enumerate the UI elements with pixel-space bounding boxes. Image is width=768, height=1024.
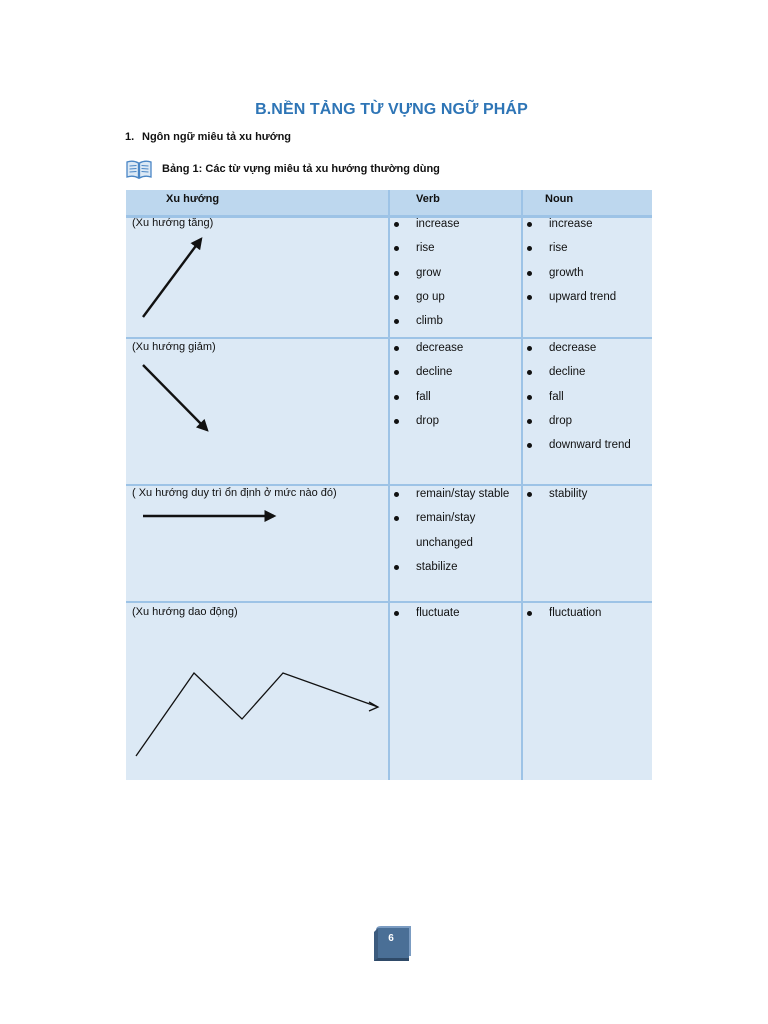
vocabulary-table	[126, 190, 652, 780]
list-item: fluctuation	[523, 603, 601, 627]
list-item: grow	[390, 263, 459, 287]
list-item: unchanged	[416, 536, 473, 549]
header-noun: Noun	[545, 193, 574, 205]
caption-text: Bảng 1: Các từ vựng miêu tả xu hướng thường dùng	[162, 163, 440, 175]
list-item: increase	[390, 214, 459, 238]
list-item: decrease	[523, 338, 631, 362]
list-item: growth	[523, 263, 616, 287]
noun-list-stable	[523, 484, 587, 508]
section-heading	[125, 131, 291, 143]
row-label-stable: ( Xu hướng duy trì ổn định ở mức nào đó)	[132, 487, 337, 499]
list-item: upward trend	[523, 287, 616, 311]
list-item: stability	[523, 484, 587, 508]
row-label-fluctuate: (Xu hướng dao động)	[132, 606, 238, 618]
page-number: 6	[388, 933, 394, 944]
list-item: go up	[390, 287, 459, 311]
verb-list-decrease	[390, 338, 463, 435]
section-number: 1.	[125, 131, 135, 143]
verb-list-stable	[390, 484, 509, 581]
list-item: drop	[523, 411, 631, 435]
list-item: fluctuate	[390, 603, 459, 627]
page-title: B.NỀN TẢNG TỪ VỰNG NGỮ PHÁP	[255, 101, 528, 118]
verb-list-increase	[390, 214, 459, 335]
list-item: decrease	[390, 338, 463, 362]
header-verb: Verb	[416, 193, 440, 205]
noun-list-decrease	[523, 338, 631, 459]
list-item: decline	[390, 362, 463, 386]
row-label-decrease: (Xu hướng giảm)	[132, 341, 216, 353]
down-arrow-icon	[143, 365, 207, 430]
list-item: remain/stay	[390, 508, 509, 532]
noun-list-increase	[523, 214, 616, 311]
list-item: downward trend	[523, 435, 631, 459]
list-item: fall	[390, 387, 463, 411]
list-item: increase	[523, 214, 616, 238]
page-number-badge	[369, 922, 415, 964]
noun-list-fluctuate	[523, 603, 601, 627]
list-item: rise	[390, 238, 459, 262]
list-item: drop	[390, 411, 463, 435]
verb-list-fluctuate	[390, 603, 459, 627]
list-item: remain/stay stable	[390, 484, 509, 508]
list-item: climb	[390, 311, 459, 335]
zigzag-arrow-icon	[136, 673, 378, 756]
trend-drawings	[126, 190, 388, 780]
section-label: Ngôn ngữ miêu tả xu hướng	[142, 131, 292, 143]
open-book-icon	[126, 159, 152, 179]
list-item: decline	[523, 362, 631, 386]
row-label-increase: (Xu hướng tăng)	[132, 217, 214, 229]
list-item: rise	[523, 238, 616, 262]
table-caption	[126, 158, 440, 180]
up-arrow-icon	[143, 239, 201, 317]
list-item: fall	[523, 387, 631, 411]
header-trend: Xu hướng	[166, 193, 220, 205]
list-item: stabilize	[390, 557, 509, 581]
